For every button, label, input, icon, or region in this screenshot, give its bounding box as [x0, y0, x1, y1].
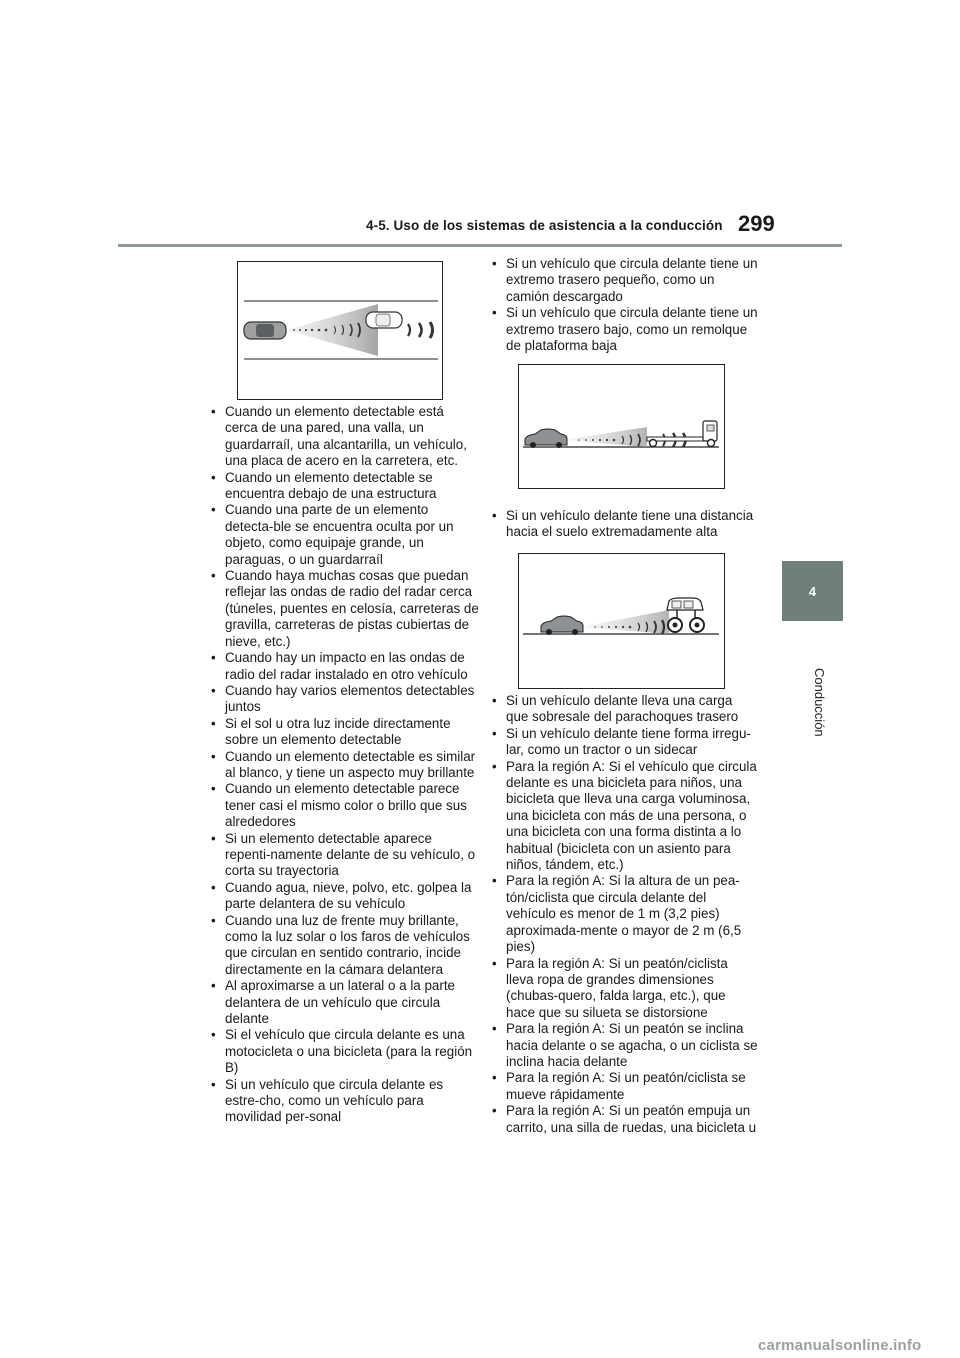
header-divider — [118, 244, 842, 247]
bullet-item: • Cuando hay un impacto en las ondas de radio del radar instalado en otro vehículo — [211, 650, 479, 683]
bullet-item: • Para la región A: Si un peatón se inclina hacia delante o se agacha, o un ciclista se inclina hacia delante — [492, 1021, 758, 1070]
bullet-item: • Cuando un elemento detectable está cerca de una pared, una valla, un guardarraíl, una alcantarilla, un vehículo, una placa de acero en la carretera, etc. — [211, 404, 479, 470]
bullet-item: • Al aproximarse a un lateral o a la parte delantera de un vehículo que circula delante — [211, 978, 479, 1027]
bullet-item: • Si un vehículo delante tiene forma irregu-lar, como un tractor o un sidecar — [492, 726, 758, 759]
figure-flatbed-truck — [518, 364, 725, 489]
bullet-item: • Si un vehículo delante lleva una carga que sobresale del parachoques trasero — [492, 693, 758, 726]
bullet-item: • Para la región A: Si un peatón/ciclista se mueve rápidamente — [492, 1070, 758, 1103]
bullet-item: • Para la región A: Si un peatón/ciclista lleva ropa de grandes dimensiones (chubas-quero, falda larga, etc.), que hace que su silueta se distorsione — [492, 956, 758, 1022]
bullet-list-column-2-middle — [492, 508, 758, 541]
bullet-list-column-1 — [211, 404, 479, 1126]
section-title: 4-5. Uso de los sistemas de asistencia a la conducción — [366, 218, 723, 233]
bullet-list-column-2-top — [492, 256, 758, 354]
bullet-item: • Cuando hay varios elementos detectables juntos — [211, 683, 479, 716]
watermark-text: carmanualsonline.info — [758, 1337, 922, 1354]
bullet-item: • Si un vehículo que circula delante tiene un extremo trasero bajo, como un remolque de plataforma baja — [492, 305, 758, 354]
bullet-list-column-2-bottom — [492, 693, 758, 1136]
bullet-item: • Cuando una luz de frente muy brillante, como la luz solar o los faros de vehículos que circulan en sentido contrario, incide directamente en la cámara delantera — [211, 913, 479, 979]
car-behind-raised-vehicle-icon — [519, 554, 724, 688]
bullet-item: • Para la región A: Si un peatón empuja un carrito, una silla de ruedas, una bicicleta u — [492, 1103, 758, 1136]
bullet-item: • Cuando haya muchas cosas que puedan reflejar las ondas de radio del radar cerca (túneles, puentes en celosía, carreteras de gravilla, carreteras de pistas cubiertas de nieve, etc.) — [211, 568, 479, 650]
bullet-item: • Cuando un elemento detectable se encuentra debajo de una estructura — [211, 470, 479, 503]
bullet-item: • Para la región A: Si el vehículo que circula delante es una bicicleta para niños, una bicicleta que lleva una carga voluminosa, una bicicleta con más de una persona, o una bicicleta con una forma distinta a lo habitual (bicicleta con un asiento para niños, tándem, etc.) — [492, 759, 758, 874]
bullet-item: • Si un elemento detectable aparece repenti-namente delante de su vehículo, o corta su trayectoria — [211, 831, 479, 880]
bullet-item: • Cuando una parte de un elemento detecta-ble se encuentra oculta por un objeto, como equipaje grande, un paraguas, o un guardarraíl — [211, 502, 479, 568]
bullet-item: • Si un vehículo delante tiene una distancia hacia el suelo extremadamente alta — [492, 508, 758, 541]
page-number: 299 — [738, 211, 775, 236]
chapter-tab — [782, 561, 843, 621]
car-behind-flatbed-truck-icon — [519, 365, 724, 488]
figure-high-clearance-vehicle — [518, 553, 725, 689]
chapter-label: Conducción — [812, 668, 827, 737]
bullet-item: • Si el sol u otra luz incide directamente sobre un elemento detectable — [211, 716, 479, 749]
bullet-item: • Si un vehículo que circula delante tiene un extremo trasero pequeño, como un camión descargado — [492, 256, 758, 305]
chapter-number: 4 — [808, 583, 817, 599]
bullet-item: • Cuando agua, nieve, polvo, etc. golpea la parte delantera de su vehículo — [211, 880, 479, 913]
bullet-item: • Si un vehículo que circula delante es estre-cho, como un vehículo para movilidad per-sonal — [211, 1077, 479, 1126]
bullet-item: • Si el vehículo que circula delante es una motocicleta o una bicicleta (para la región B) — [211, 1027, 479, 1076]
bullet-item: • Para la región A: Si la altura de un pea-tón/ciclista que circula delante del vehículo es menor de 1 m (3,2 pies) aproximada-mente o mayor de 2 m (6,5 pies) — [492, 873, 758, 955]
bullet-item: • Cuando un elemento detectable es similar al blanco, y tiene un aspecto muy brillante — [211, 749, 479, 782]
figure-top-view-radar — [237, 261, 443, 400]
bullet-item: • Cuando un elemento detectable parece tener casi el mismo color o brillo que sus alrededores — [211, 781, 479, 830]
top-view-car-radar-icon — [238, 262, 442, 399]
